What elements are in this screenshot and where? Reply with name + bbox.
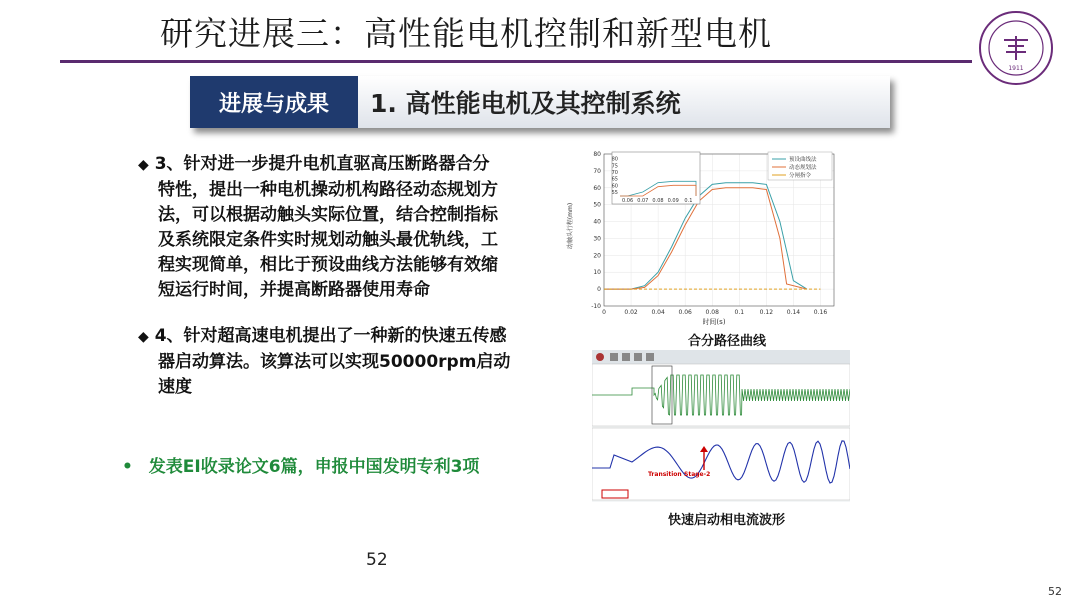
inset-x-tick-label: 0.08 (652, 198, 664, 204)
bullet-line: 速度 (158, 377, 192, 397)
bullet-line: 短运行时间，并提高断路器使用寿命 (158, 280, 430, 300)
diamond-bullet-icon: ◆ (138, 329, 149, 345)
x-tick-label: 0.14 (786, 309, 801, 316)
stage-label: Stage-2 (684, 471, 711, 478)
bullet-line: 法，可以根据动触头实际位置，结合控制指标 (158, 205, 498, 225)
legend-label: 分闸指令 (789, 173, 812, 179)
record-icon (596, 353, 604, 361)
tool-icon (610, 353, 618, 361)
inset-y-tick-label: 80 (611, 156, 618, 163)
dot-bullet-icon: • (122, 457, 133, 477)
bullet-point-3 (138, 152, 568, 303)
page-number-center: 52 (366, 550, 388, 570)
inset-y-tick-label: 65 (611, 176, 618, 183)
section-title: 1. 高性能电机及其控制系统 (358, 76, 890, 128)
x-tick-label: 0.16 (813, 309, 828, 316)
y-tick-label: 50 (593, 201, 601, 209)
x-tick-label: 0.08 (705, 309, 719, 316)
y-tick-label: 30 (593, 235, 601, 243)
x-tick-label: 0.12 (759, 309, 774, 316)
publication-text: 发表EI收录论文6篇，申报中国发明专利3项 (148, 457, 480, 477)
legend-label: 预设曲线法 (789, 157, 817, 163)
diamond-bullet-icon: ◆ (138, 157, 149, 173)
inset-x-tick-label: 0.06 (622, 198, 634, 204)
x-tick-label: 0.04 (651, 309, 665, 316)
tool-icon (646, 353, 654, 361)
x-tick-label: 0.1 (734, 309, 745, 316)
inset-x-tick-label: 0.1 (684, 198, 693, 204)
y-tick-label: -10 (591, 303, 601, 310)
y-tick-label: 20 (593, 252, 601, 260)
slide-title: 研究进展三：高性能电机控制和新型电机 (160, 14, 772, 53)
x-tick-label: 0.02 (624, 309, 638, 316)
y-tick-label: 10 (593, 269, 601, 277)
inset-x-tick-label: 0.07 (637, 198, 649, 204)
inset-y-tick-label: 70 (611, 170, 618, 176)
path-curve-chart (564, 146, 850, 326)
x-tick-label: 0.06 (678, 309, 692, 316)
y-tick-label: 0 (597, 286, 601, 294)
x-tick-label: 0 (602, 309, 606, 316)
bullet-line: 器启动算法。该算法可以实现50000rpm启动 (158, 352, 511, 372)
university-seal-logo (978, 10, 1054, 86)
bullet-line (138, 152, 568, 178)
inset-y-tick-label: 75 (611, 163, 618, 170)
chart-y-label: 动触头行程(mm) (567, 202, 574, 250)
phase-current-waveform (592, 350, 850, 502)
bullet-point-4 (138, 324, 568, 400)
bullet-text: 4、针对超高速电机提出了一种新的快速五传感 (154, 326, 507, 346)
figure-caption-1: 合分路径曲线 (688, 334, 767, 349)
y-tick-label: 60 (593, 184, 601, 192)
publication-summary (122, 452, 479, 477)
bullet-line: 及系统限定条件实时规划动触头最优轨线，工 (158, 230, 498, 250)
bullet-line: 程实现简单，相比于预设曲线方法能够有效缩 (158, 255, 498, 275)
inset-y-tick-label: 55 (611, 190, 618, 196)
tool-icon (622, 353, 630, 361)
y-tick-label: 80 (593, 151, 601, 158)
bullet-line: 特性，提出一种电机操动机构路径动态规划方 (158, 180, 498, 200)
tool-icon (634, 353, 642, 361)
inset-y-tick-label: 60 (611, 183, 618, 190)
bullet-text: 3、针对进一步提升电机直驱高压断路器合分 (154, 154, 490, 174)
page-number-corner: 52 (1048, 585, 1062, 598)
chart-x-label: 时间(s) (702, 318, 726, 326)
figure-caption-2: 快速启动相电流波形 (668, 513, 786, 528)
transition-label: Transition (648, 471, 682, 478)
scope-toolbar (592, 350, 850, 364)
svg-text:1911: 1911 (1008, 65, 1024, 72)
y-tick-label: 70 (593, 167, 601, 175)
section-label: 进展与成果 (190, 76, 358, 128)
legend-label: 动态规划法 (789, 165, 817, 171)
y-tick-label: 40 (593, 218, 601, 226)
bullet-line (138, 324, 568, 350)
section-bar (190, 76, 890, 128)
inset-x-tick-label: 0.09 (667, 198, 679, 204)
title-divider (60, 60, 972, 63)
